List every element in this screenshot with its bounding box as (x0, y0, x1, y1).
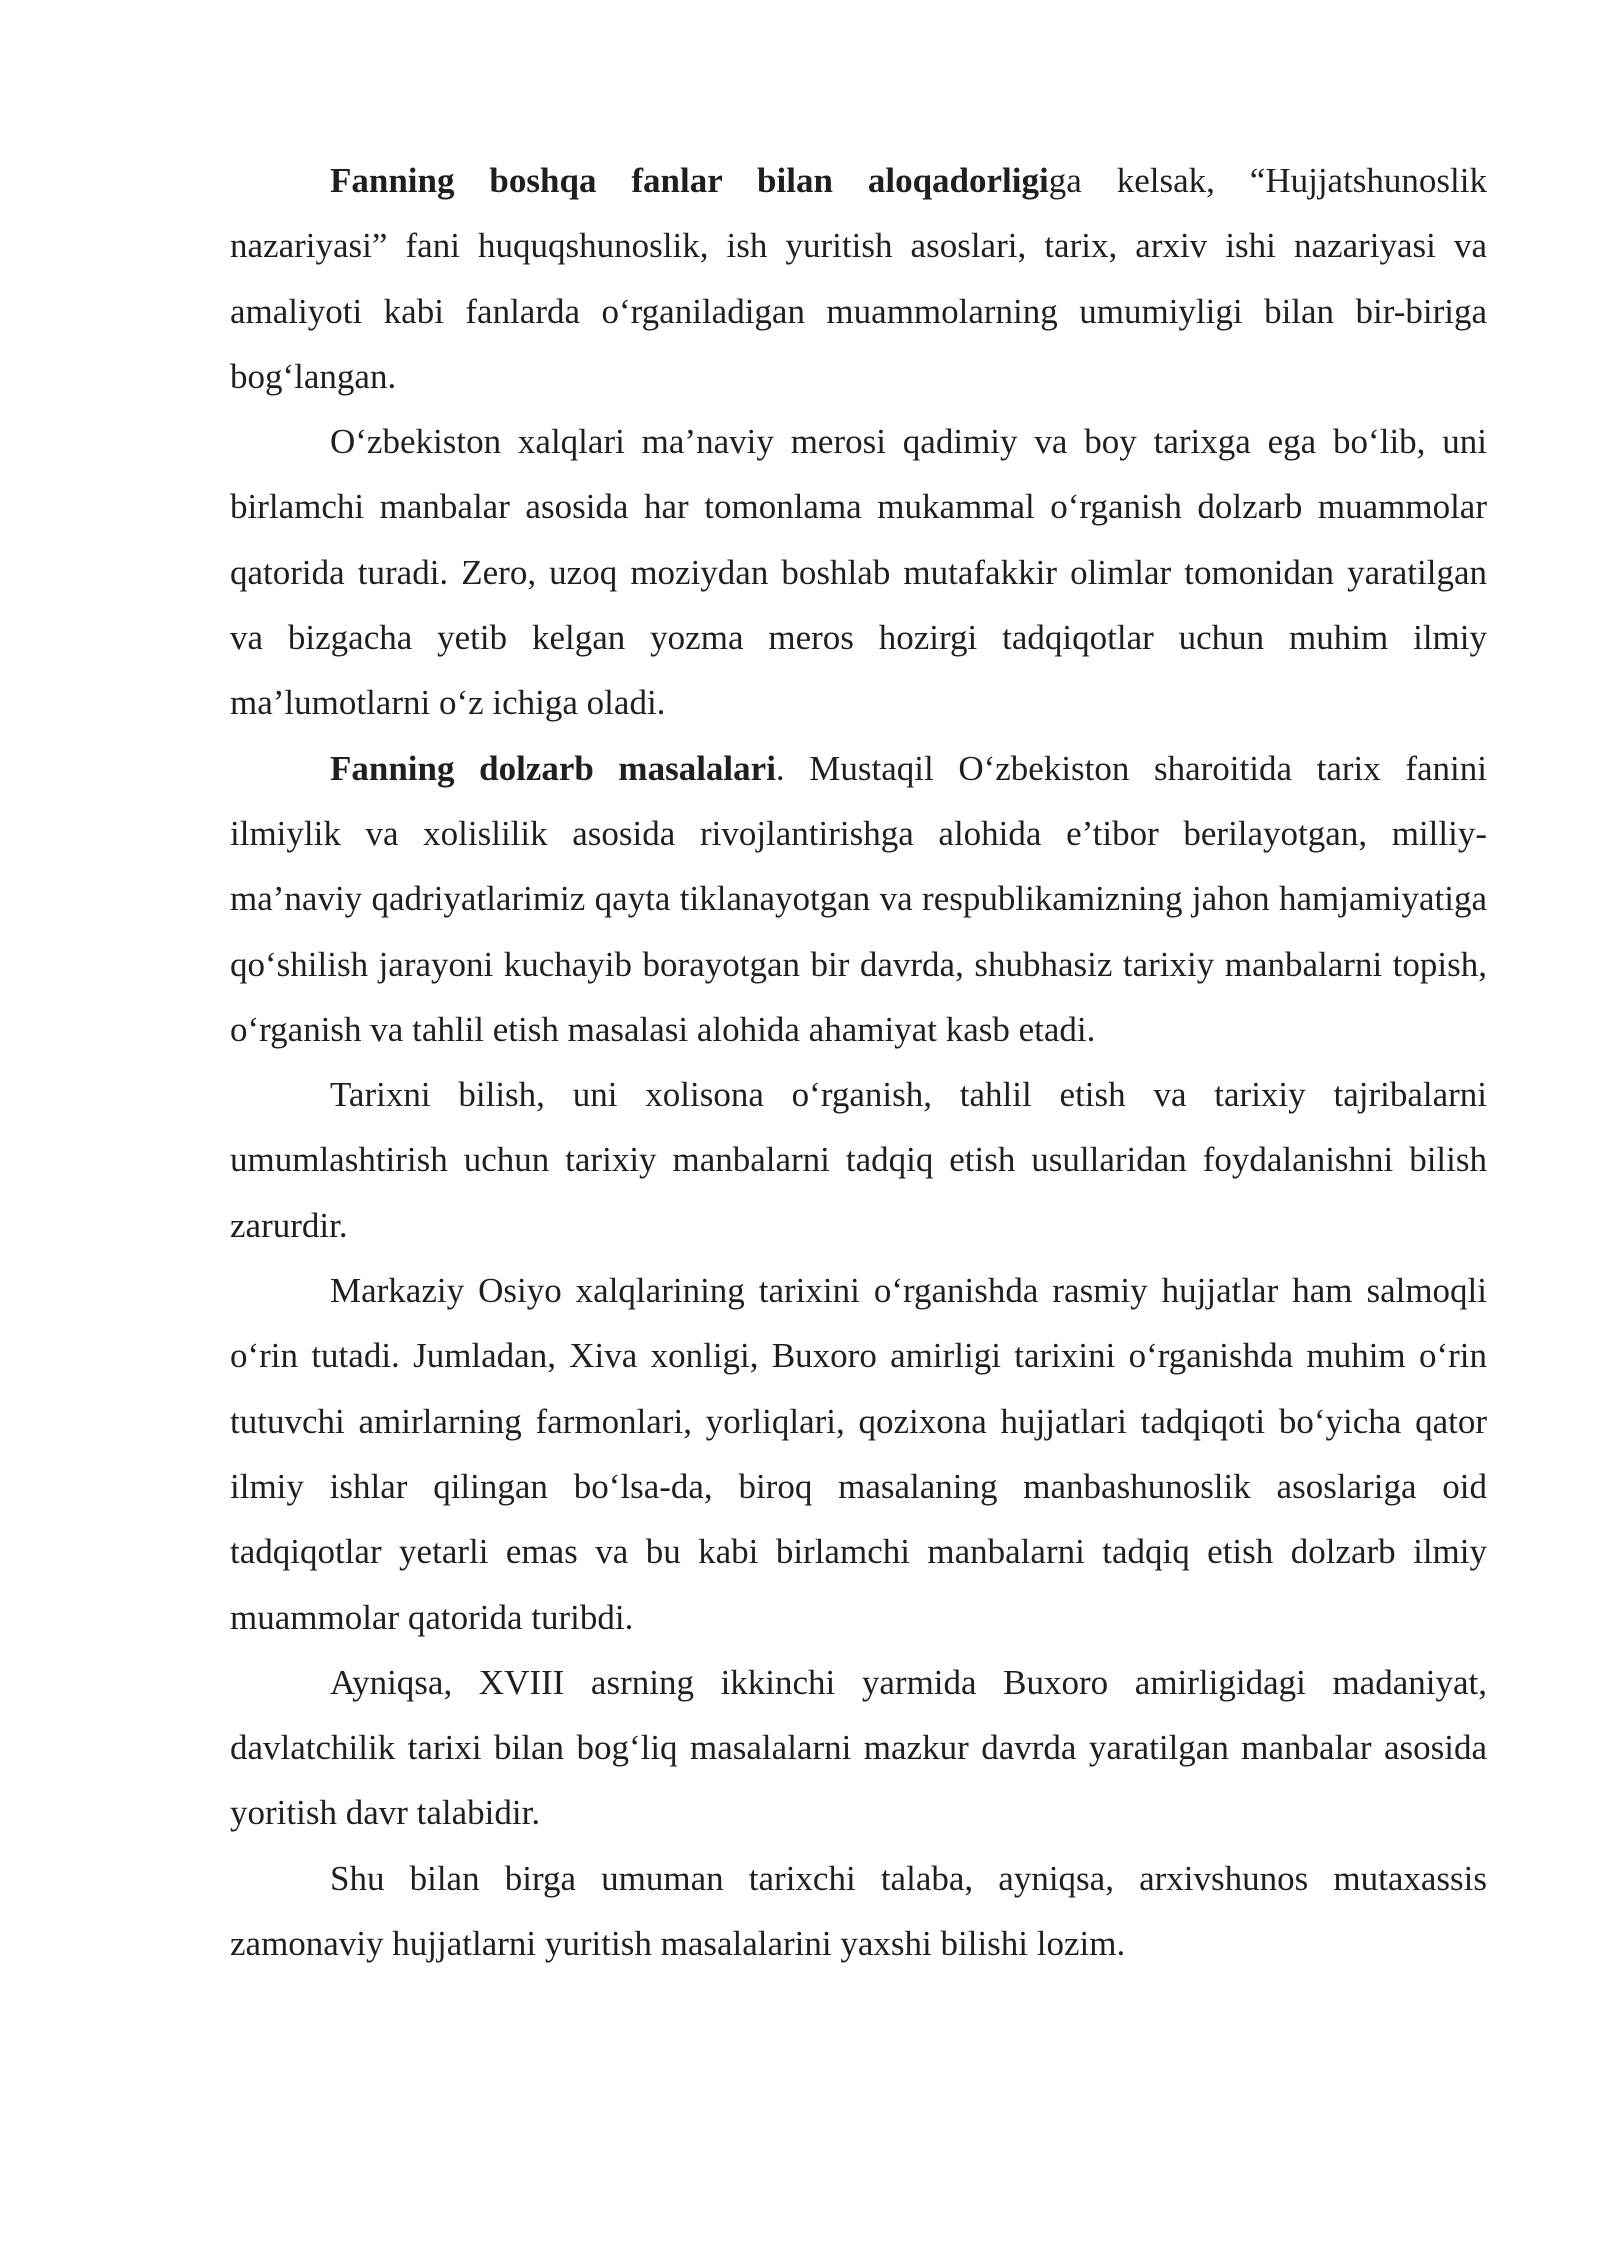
document-body (230, 148, 1487, 1976)
paragraph-current-issues (230, 736, 1487, 1062)
paragraph-text: Ayniqsa, XVIII asrning ikkinchi yarmida Buxoro amirligidagi madaniyat, davlatchilik tarixi bilan bog‘liq masalalarni mazkur davrda yaratilgan manbalar asosida yoritish davr talabidir. (230, 1662, 1487, 1833)
paragraph-xviii-century (230, 1650, 1487, 1846)
paragraph-heading-bold: Fanning dolzarb masalalari (330, 748, 776, 788)
paragraph-text: Markaziy Osiyo xalqlarining tarixini o‘rganishda rasmiy hujjatlar ham salmoqli o‘rin tutadi. Jumladan, Xiva xonligi, Buxoro amirligi tarixini o‘rganishda muhim o‘rin tutuvchi amirlarning farmonlari, yorliqlari, qozixona hujjatlari tadqiqoti bo‘yicha qator ilmiy ishlar qilingan bo‘lsa-da, biroq masalaning manbashunoslik asoslariga oid tadqiqotlar yetarli emas va bu kabi birlamchi manbalarni tadqiq etish dolzarb ilmiy muammolar qatorida turibdi. (230, 1271, 1487, 1637)
paragraph-knowing-history (230, 1062, 1487, 1258)
paragraph-text: O‘zbekiston xalqlari ma’naviy merosi qadimiy va boy tarixga ega bo‘lib, uni birlamchi manbalar asosida har tomonlama mukammal o‘rganish dolzarb muammolar qatorida turadi. Zero, uzoq moziydan boshlab mutafakkir olimlar tomonidan yaratilgan va bizgacha yetib kelgan yozma meros hozirgi tadqiqotlar uchun muhim ilmiy ma’lumotlarni o‘z ichiga oladi. (230, 422, 1487, 723)
paragraph-text: Shu bilan birga umuman tarixchi talaba, ayniqsa, arxivshunos mutaxassis zamonaviy hujjatlarni yuritish masalalarini yaxshi bilishi lozim. (230, 1858, 1487, 1964)
paragraph-text: ga kelsak, “Hujjatshunoslik nazariyasi” fani huquqshunoslik, ish yuritish asoslari, tarix, arxiv ishi nazariyasi va amaliyoti kabi fanlarda o‘rganiladigan muammolarning umumiyligi bilan bir-biriga bog‘langan. (230, 161, 1487, 396)
paragraph-text: . Mustaqil O‘zbekiston sharoitida tarix fanini ilmiylik va xolislilik asosida rivojlantirishga alohida e’tibor berilayotgan, milliy-ma’naviy qadriyatlarimiz qayta tiklanayotgan va respublikamizning jahon hamjamiyatiga qo‘shilish jarayoni kuchayib borayotgan bir davrda, shubhasiz tarixiy manbalarni topish, o‘rganish va tahlil etish masalasi alohida ahamiyat kasb etadi. (230, 748, 1487, 1049)
paragraph-subject-relations (230, 148, 1487, 409)
paragraph-central-asia (230, 1258, 1487, 1650)
paragraph-text: Tarixni bilish, uni xolisona o‘rganish, tahlil etish va tarixiy tajribalarni umumlashtirish uchun tarixiy manbalarni tadqiq etish usullaridan foydalanishni bilish zarurdir. (230, 1075, 1487, 1245)
paragraph-archivist (230, 1846, 1487, 1977)
paragraph-heading-bold: Fanning boshqa fanlar bilan aloqadorligi (330, 161, 1049, 200)
paragraph-heritage (230, 409, 1487, 735)
